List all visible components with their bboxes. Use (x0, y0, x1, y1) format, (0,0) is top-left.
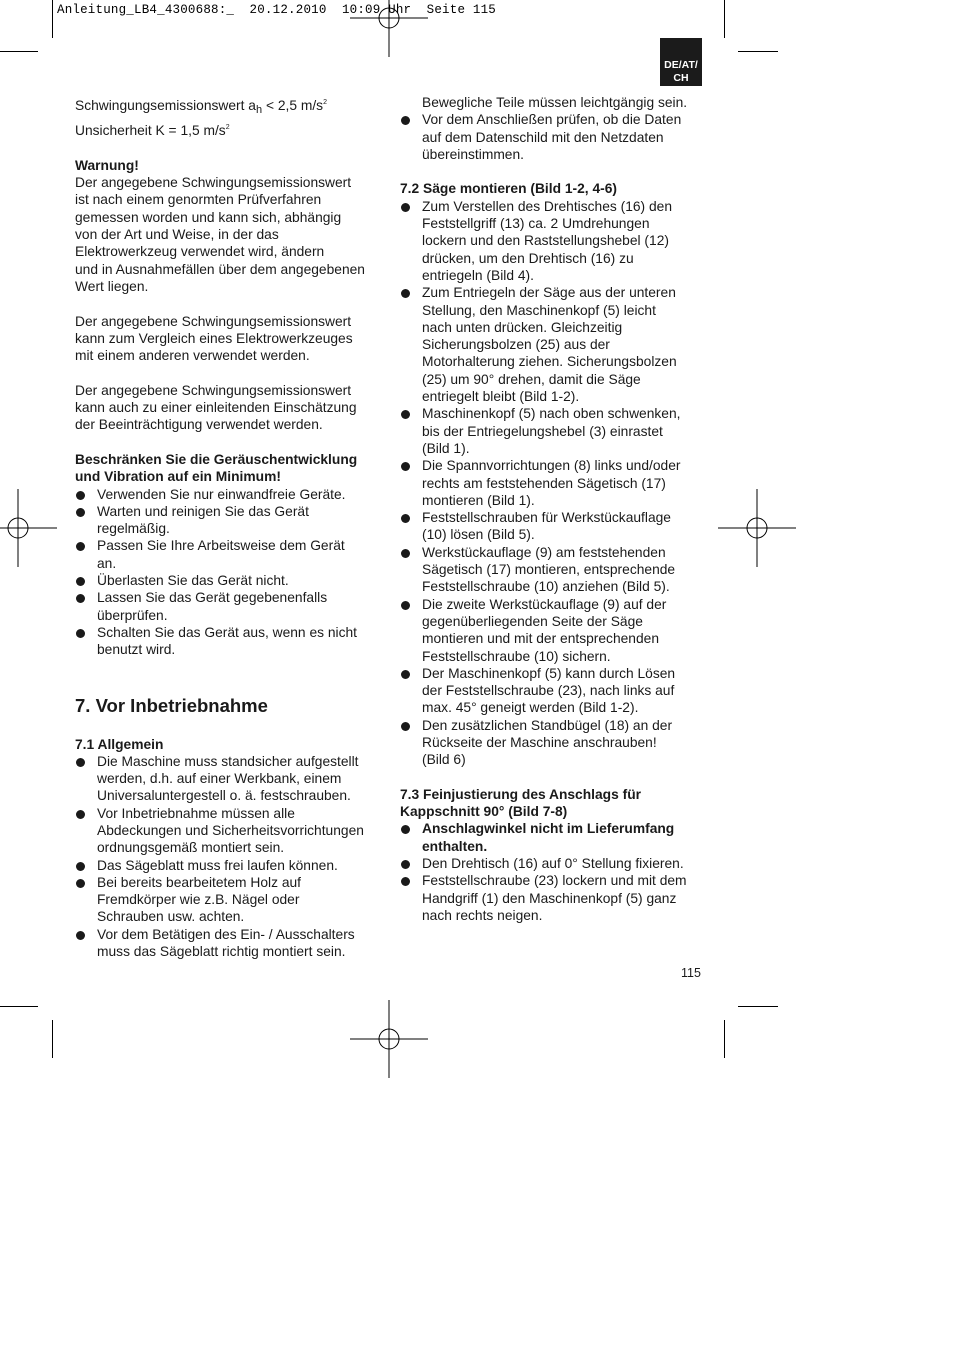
subsection-title-7-3 (400, 786, 710, 821)
text-line: auf dem Datenschild mit den Netzdaten (422, 129, 664, 145)
text-line: Zum Verstellen des Drehtisches (16) den (422, 198, 672, 214)
comparison-paragraph (75, 313, 385, 365)
text-line: Motorhalterung ziehen. Sicherungsbolzen (422, 354, 677, 370)
warning-title: Warnung! (75, 157, 139, 173)
text-line: Den Drehtisch (16) auf 0° Stellung fixieren. (422, 856, 684, 872)
text-line: gegenüberliegenden Seite der Säge (422, 613, 643, 629)
text-line: Vor Inbetriebnahme müssen alle (97, 805, 295, 821)
text-line: nach rechts neigen. (422, 907, 543, 923)
adjustment-list (400, 820, 710, 855)
subsection-title-7-2: 7.2 Säge montieren (Bild 1-2, 4-6) (400, 181, 617, 197)
text-line: Elektrowerkzeug verwendet wird, ändern (75, 244, 325, 260)
text-line: Die Spannvorrichtungen (8) links und/oder (422, 458, 681, 474)
language-tab-line: DE/AT/ (664, 59, 698, 71)
text-line: Die Maschine muss standsicher aufgestellt (97, 753, 359, 769)
text-line: Vor dem Anschließen prüfen, ob die Daten (422, 112, 682, 128)
text-line: Schalten Sie das Gerät aus, wenn es nicht (97, 624, 357, 640)
crop-mark (724, 1020, 725, 1058)
text-line: Warten und reinigen Sie das Gerät (97, 503, 309, 519)
crop-mark (0, 51, 38, 52)
text-line: drücken, um den Drehtisch (16) zu (422, 250, 634, 266)
text-line: Der angegebene Schwingungsemissionswert (75, 175, 352, 191)
list-item (75, 537, 385, 572)
list-item (400, 284, 710, 405)
assessment-paragraph (75, 382, 385, 434)
text-line: Der Maschinenkopf (5) kann durch Lösen (422, 665, 676, 681)
list-item (400, 509, 710, 544)
language-tab (660, 38, 702, 86)
limit-noise-title (75, 451, 385, 486)
text-line: benutzt wird. (97, 642, 176, 658)
text-line: ist nach einem genormten Prüfverfahren (75, 192, 322, 208)
text-line: kann auch zu einer einleitenden Einschätzung (75, 400, 357, 416)
text-line: Der angegebene Schwingungsemissionswert (75, 382, 352, 398)
text-line: der Beeinträchtigung verwendet werden. (75, 417, 323, 433)
language-tab-line: CH (673, 72, 689, 84)
registration-mark-icon (350, 1000, 428, 1078)
vibration-value: Schwingungsemissionswert $a_h < 2,5$ $m/s^2$ (75, 98, 327, 116)
registration-mark-icon (718, 489, 796, 567)
crop-mark (738, 1006, 778, 1007)
text-line: Feststellschraube (23) lockern und mit dem (422, 873, 687, 889)
text-line: bis der Entriegelungshebel (3) einrastet (422, 423, 663, 439)
list-item (400, 596, 710, 665)
text-line: nach unten drücken. Gleichzeitig (422, 319, 623, 335)
text-line: rechts am feststehenden Sägetisch (17) (422, 475, 666, 491)
text-line: Sägetisch (17) montieren, entsprechende (422, 562, 676, 578)
list-item (75, 926, 385, 961)
limit-noise-list (75, 486, 385, 659)
text-line: Handgriff (1) den Maschinenkopf (5) ganz (422, 890, 677, 906)
right-column (400, 94, 710, 924)
crop-mark (738, 51, 778, 52)
text-line: Zum Entriegeln der Säge aus der unteren (422, 285, 676, 301)
assembly-list (400, 198, 710, 769)
crop-mark (724, 0, 725, 38)
list-item (400, 872, 710, 924)
text-line: Feststellschraube (10) anziehen (Bild 5). (422, 579, 670, 595)
uncertainty-value: Unsicherheit K = 1,5 $m/s^2$ (75, 123, 230, 139)
crop-mark (52, 0, 53, 38)
list-item (400, 820, 710, 855)
text-line: Kappschnitt 90° (Bild 7-8) (400, 804, 568, 820)
list-item (400, 665, 710, 717)
text-line: Werkstückauflage (9) am feststehenden (422, 544, 666, 560)
text-line: und Vibration auf ein Minimum! (75, 469, 281, 485)
list-item (75, 486, 385, 503)
text-line: überprüfen. (97, 607, 168, 623)
text-line: kann zum Vergleich eines Elektrowerkzeuges (75, 330, 353, 346)
page-number: 115 (681, 966, 701, 980)
text-line: mit einem anderen verwendet werden. (75, 348, 310, 364)
text-line: übereinstimmen. (422, 146, 524, 162)
text-line: Der angegebene Schwingungsemissionswert (75, 313, 352, 329)
text-line: muss das Sägeblatt richtig montiert sein. (97, 944, 346, 960)
list-item (400, 111, 710, 163)
list-item (400, 544, 710, 596)
text-line: Den zusätzlichen Standbügel (18) an der (422, 717, 673, 733)
text-line: 7.3 Feinjustierung des Anschlags für (400, 786, 641, 802)
text-line: entriegelt bleibt (Bild 1-2). (422, 389, 580, 405)
section-title: 7. Vor Inbetriebnahme (75, 694, 268, 716)
text-line: Fremdkörper wie z.B. Nägel oder (97, 892, 300, 908)
text-line: montieren und mit der entsprechenden (422, 631, 659, 647)
text-line: Lassen Sie das Gerät gegebenenfalls (97, 590, 328, 606)
text-line: ordnungsgemäß montiert sein. (97, 840, 285, 856)
text-line: Die zweite Werkstückauflage (9) auf der (422, 596, 667, 612)
text-line: Feststellgriff (13) ca. 2 Umdrehungen (422, 216, 650, 232)
text-line: Wert liegen. (75, 278, 149, 294)
crop-mark (52, 1020, 53, 1058)
text-line: entriegeln (Bild 4). (422, 267, 534, 283)
text-line: an. (97, 555, 117, 571)
text-line: (Bild 1). (422, 440, 470, 456)
continued-line: Bewegliche Teile müssen leichtgängig sein. (422, 95, 688, 110)
list-item (75, 624, 385, 659)
text-line: Verwenden Sie nur einwandfreie Geräte. (97, 486, 346, 502)
list-item (400, 855, 710, 872)
left-column (75, 94, 385, 960)
list-item (400, 717, 710, 769)
list-item (75, 805, 385, 857)
list-item (75, 503, 385, 538)
text-line: Maschinenkopf (5) nach oben schwenken, (422, 406, 681, 422)
list-item (400, 457, 710, 509)
text-line: Passen Sie Ihre Arbeitsweise dem Gerät (97, 538, 345, 554)
text-line: (Bild 6) (422, 752, 466, 768)
text-line: enthalten. (422, 838, 488, 854)
text-line: regelmäßig. (97, 521, 170, 537)
warning-paragraph (75, 174, 385, 295)
text-line: Das Sägeblatt muss frei laufen können. (97, 857, 338, 873)
list-item (75, 572, 385, 589)
text-line: Schrauben usw. achten. (97, 909, 245, 925)
adjustment-list-cont (400, 855, 710, 924)
print-slug-line: Anleitung_LB4_4300688:_ 20.12.2010 10:09 Uhr Seite 115 (57, 3, 496, 17)
crop-mark (0, 1006, 38, 1007)
list-item (400, 198, 710, 284)
text-line: Anschlagwinkel nicht im Lieferumfang (422, 821, 675, 837)
list-item (75, 857, 385, 874)
text-line: Rückseite der Maschine anschrauben! (422, 734, 657, 750)
subsection-title-7-1: 7.1 Allgemein (75, 736, 164, 752)
text-line: Feststellschrauben für Werkstückauflage (422, 510, 671, 526)
text-line: der Feststellschraube (23), nach links auf (422, 683, 675, 699)
text-line: werden, d.h. auf einer Werkbank, einem (97, 771, 342, 787)
list-item (75, 753, 385, 805)
list-item (75, 874, 385, 926)
list-item (400, 405, 710, 457)
general-list (75, 753, 385, 961)
text-line: Überlasten Sie das Gerät nicht. (97, 573, 289, 589)
text-line: (10) lösen (Bild 5). (422, 527, 535, 543)
text-line: Bei bereits bearbeitetem Holz auf (97, 874, 301, 890)
text-line: lockern und den Raststellungshebel (12) (422, 233, 669, 249)
text-line: Beschränken Sie die Geräuschentwicklung (75, 451, 358, 467)
text-line: Abdeckungen und Sicherheitsvorrichtungen (97, 822, 364, 838)
text-line: (25) um 90° drehen, damit die Säge (422, 371, 641, 387)
text-line: von der Art und Weise, in der das (75, 227, 279, 243)
text-line: und in Ausnahmefällen über dem angegebenen (75, 261, 365, 277)
text-line: Sicherungsbolzen (25) aus der (422, 337, 610, 353)
text-line: Vor dem Betätigen des Ein- / Ausschalters (97, 926, 355, 942)
text-line: max. 45° geneigt werden (Bild 1-2). (422, 700, 639, 716)
connection-list (400, 111, 710, 163)
list-item (75, 589, 385, 624)
text-line: Stellung, den Maschinenkopf (5) leicht (422, 302, 656, 318)
text-line: gemessen worden und kann sich, abhängig (75, 209, 342, 225)
text-line: Feststellschraube (10) sichern. (422, 648, 611, 664)
text-line: Universaluntergestell o. ä. festschrauben. (97, 788, 351, 804)
registration-mark-icon (0, 489, 57, 567)
text-line: montieren (Bild 1). (422, 492, 535, 508)
